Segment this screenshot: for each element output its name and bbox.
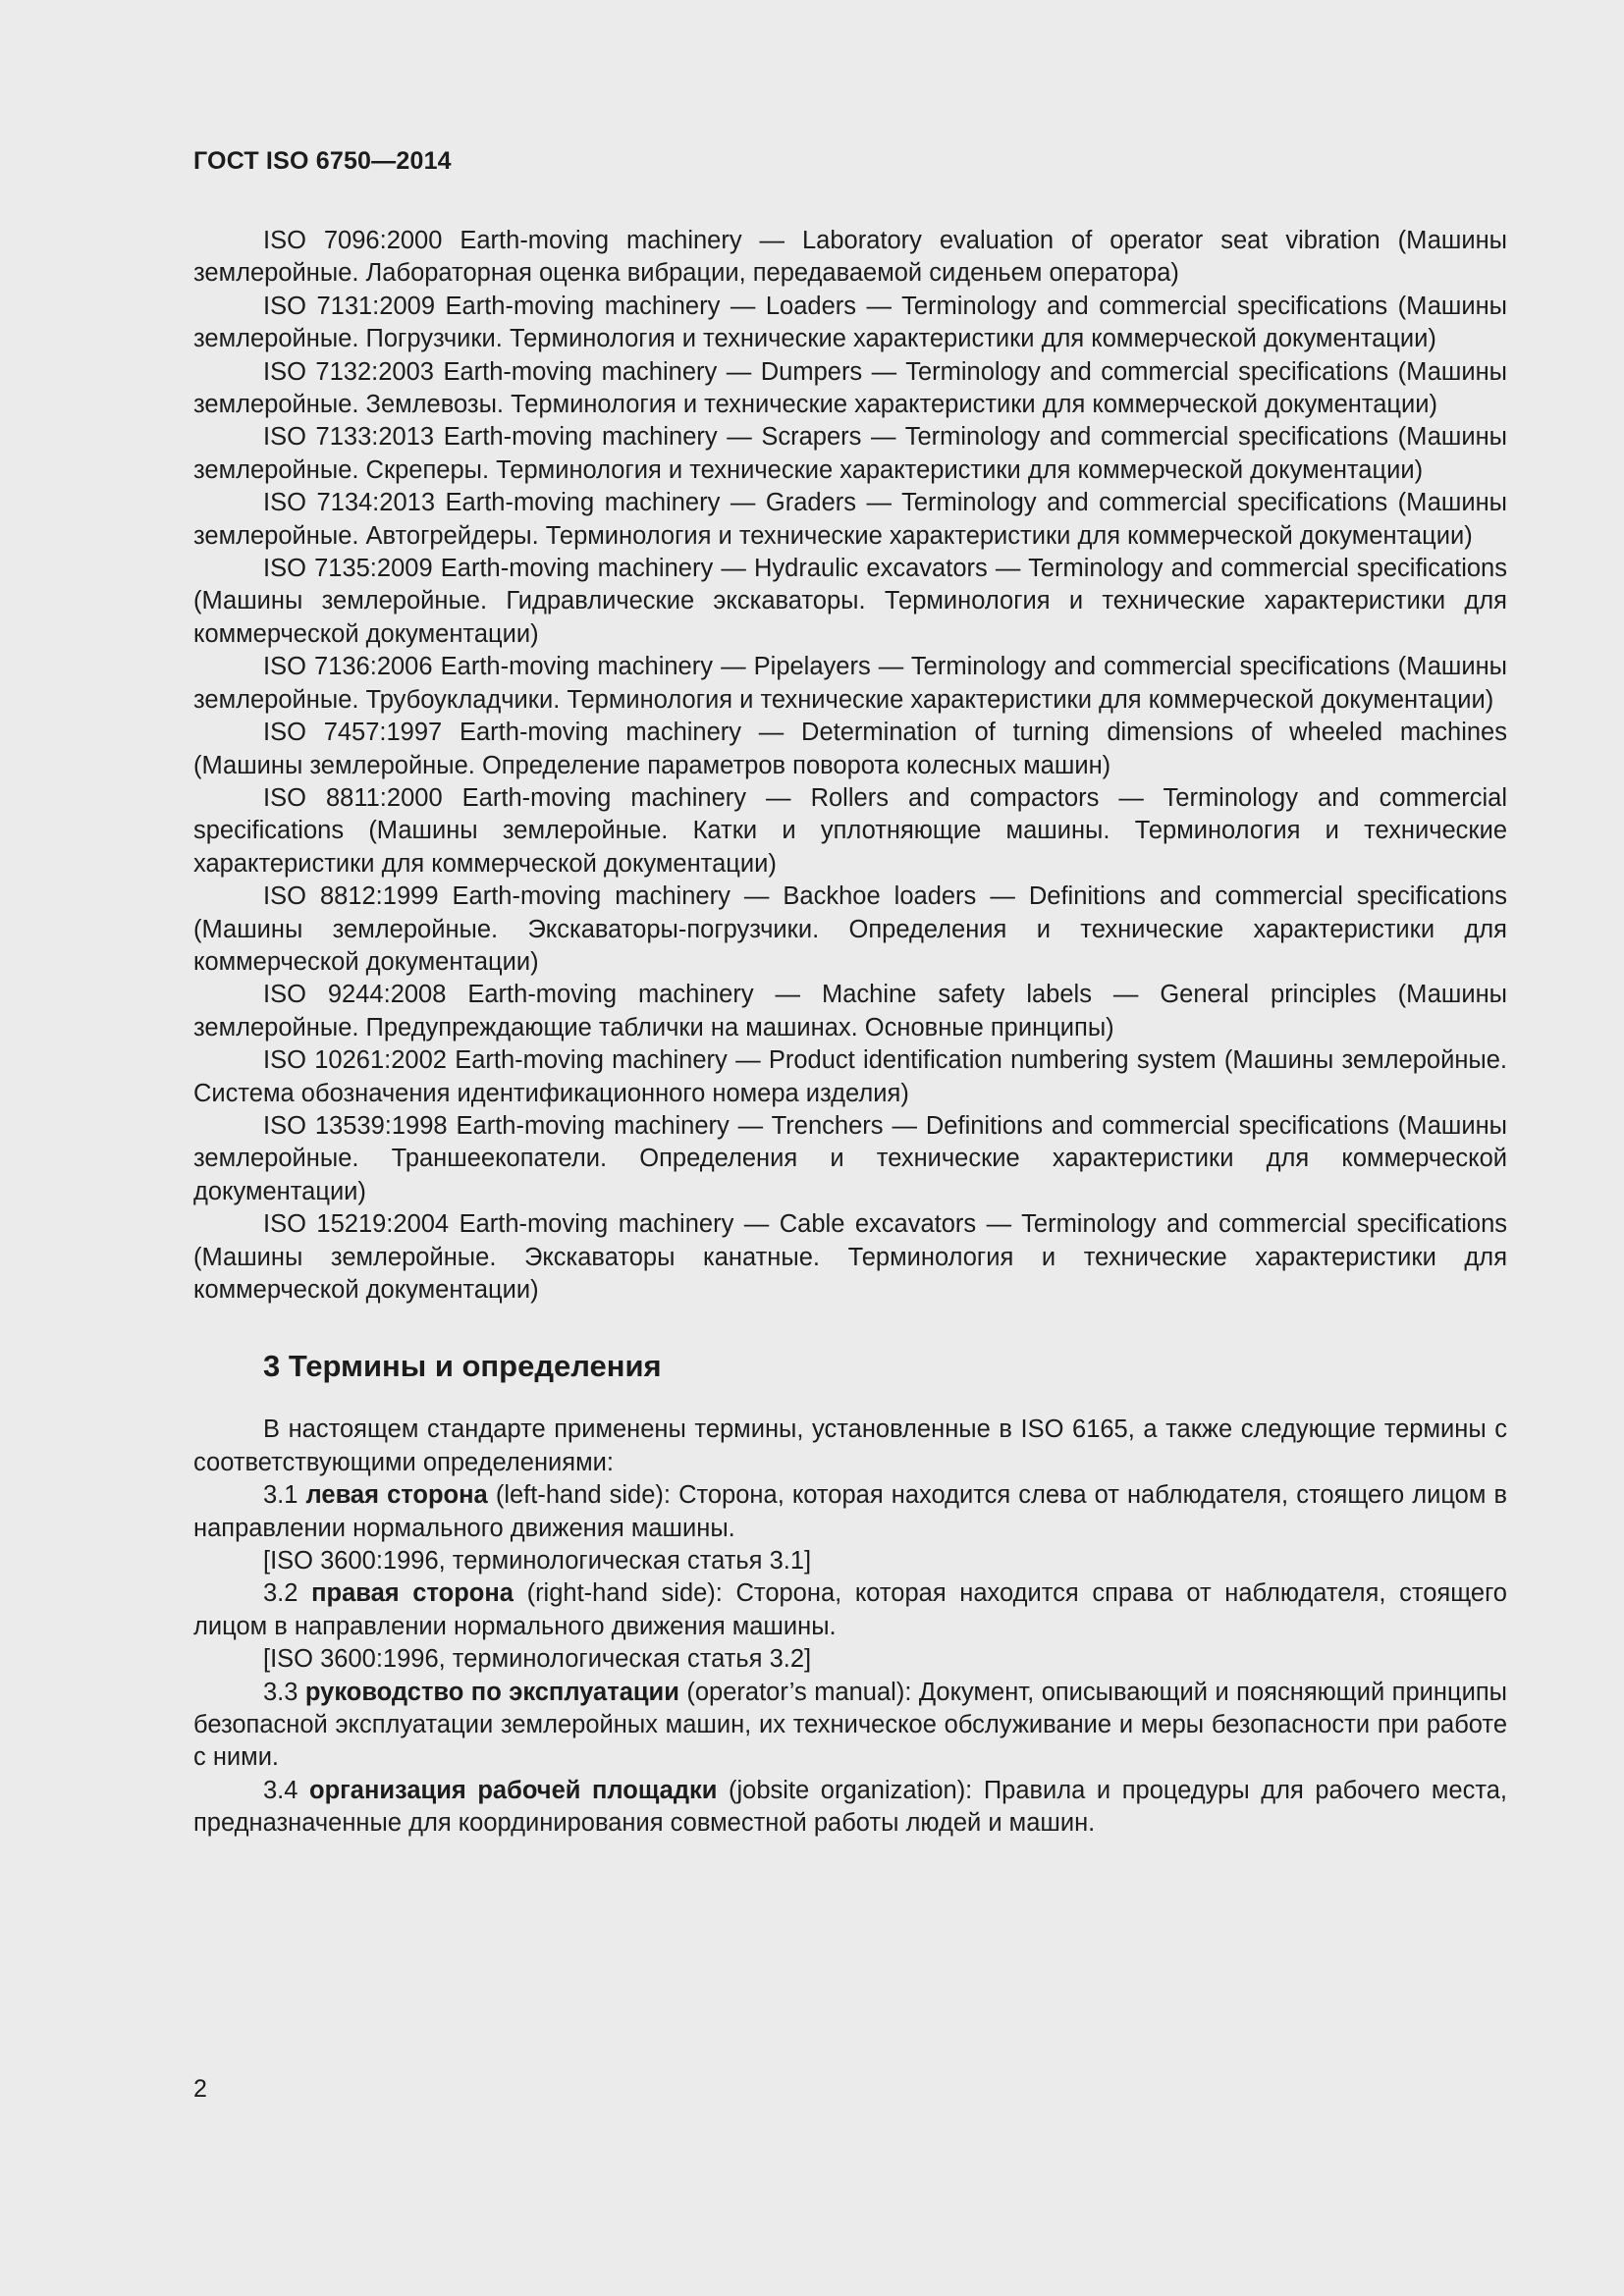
term-entry-3-1 [193, 1479, 1507, 1545]
reference-item: ISO 7457:1997 Earth-moving machinery — Determination of turning dimensions of wheeled machines (Машины землеройные. Определение параметров поворота колесных машин) [193, 719, 1507, 779]
reference-item: ISO 8812:1999 Earth-moving machinery — Backhoe loaders — Definitions and commercial specifications (Машины землеройные. Экскаваторы-погрузчики. Определения и технические характеристики для коммерческой документации) [193, 882, 1507, 976]
term-number: 3.4 [263, 1776, 298, 1804]
reference-item: ISO 7131:2009 Earth-moving machinery — Loaders — Terminology and commercial specifications (Машины землеройные. Погрузчики. Терминология и технические характеристики для коммерческой документации) [193, 292, 1507, 353]
term-name: руководство по эксплуатации [304, 1678, 679, 1706]
term-source-3-2: [ISO 3600:1996, терминологическая статья 3.2] [263, 1645, 812, 1674]
reference-item: ISO 15219:2004 Earth-moving machinery — Cable excavators — Terminology and commercial specifications (Машины землеройные. Экскаваторы канатные. Терминология и технические характеристики для коммерческой документации) [193, 1210, 1507, 1304]
term-definition: (right-hand side): Сторона, которая находится справа от наблюдателя, стоящего лицом в направлении нормального движения машины. [193, 1579, 1507, 1640]
reference-item: ISO 7136:2006 Earth-moving machinery — Pipelayers — Terminology and commercial specifications (Машины землеройные. Трубоукладчики. Терминология и технические характеристики для коммерческой документации) [193, 653, 1507, 714]
term-name: организация рабочей площадки [309, 1776, 718, 1804]
page-number: 2 [193, 2075, 207, 2103]
section-heading: 3 Термины и определения [263, 1349, 662, 1384]
section-intro: В настоящем стандарте применены термины, установленные в ISO 6165, а также следующие термины с соответствующими определениями: [193, 1415, 1507, 1476]
reference-item: ISO 7096:2000 Earth-moving machinery — Laboratory evaluation of operator seat vibration (Машины землеройные. Лабораторная оценка вибрации, передаваемой сиденьем оператора) [193, 227, 1507, 288]
reference-item: ISO 10261:2002 Earth-moving machinery — Product identification numbering system (Машины землеройные. Система обозначения идентификационного номера изделия) [193, 1046, 1507, 1107]
term-definition: (jobsite organization): Правила и процедуры для рабочего места, предназначенные для координирования совместной работы людей и машин. [193, 1776, 1507, 1838]
reference-item: ISO 9244:2008 Earth-moving machinery — Machine safety labels — General principles (Машины землеройные. Предупреждающие таблички на машинах. Основные принципы) [193, 981, 1507, 1041]
term-number: 3.1 [263, 1481, 298, 1510]
page-content [193, 225, 1507, 1841]
term-definition: (left-hand side): Сторона, которая находится слева от наблюдателя, стоящего лицом в направлении нормального движения машины. [193, 1481, 1508, 1542]
reference-item: ISO 7135:2009 Earth-moving machinery — Hydraulic excavators — Terminology and commercial specifications (Машины землеройные. Гидравлические экскаваторы. Терминология и технические характеристики для коммерческой документации) [193, 555, 1507, 648]
term-number: 3.3 [263, 1678, 298, 1706]
reference-item: ISO 8811:2000 Earth-moving machinery — Rollers and compactors — Terminology and commercial specifications (Машины землеройные. Катки и уплотняющие машины. Терминология и технические характеристики для коммерческой документации) [193, 783, 1507, 878]
reference-item: ISO 7132:2003 Earth-moving machinery — Dumpers — Terminology and commercial specifications (Машины землеройные. Землевозы. Терминология и технические характеристики для коммерческой документации) [193, 357, 1507, 419]
term-entry-3-3 [193, 1677, 1507, 1775]
term-name: правая сторона [311, 1579, 514, 1608]
term-entry-3-2 [193, 1577, 1507, 1643]
reference-item: ISO 7133:2013 Earth-moving machinery — Scrapers — Terminology and commercial specifications (Машины землеройные. Скреперы. Терминология и технические характеристики для коммерческой документации) [193, 423, 1507, 484]
term-entry-3-4 [193, 1775, 1507, 1841]
document-code-header: ГОСТ ISO 6750—2014 [193, 147, 452, 175]
term-name: левая сторона [305, 1481, 488, 1510]
term-definition: (operator’s manual): Документ, описывающий и поясняющий принципы безопасной эксплуатации землеройных машин, их техническое обслуживание и меры безопасности при работе с ними. [193, 1678, 1507, 1772]
term-number: 3.2 [263, 1579, 298, 1608]
term-source-3-1: [ISO 3600:1996, терминологическая статья 3.1] [263, 1547, 812, 1575]
reference-item: ISO 13539:1998 Earth-moving machinery — Trenchers — Definitions and commercial specifications (Машины землеройные. Траншеекопатели. Определения и технические характеристики для коммерческой документации) [193, 1111, 1507, 1205]
reference-item: ISO 7134:2013 Earth-moving machinery — Graders — Terminology and commercial specifications (Машины землеройные. Автогрейдеры. Терминология и технические характеристики для коммерческой документации) [193, 489, 1507, 550]
normative-references-list [193, 225, 1507, 1307]
